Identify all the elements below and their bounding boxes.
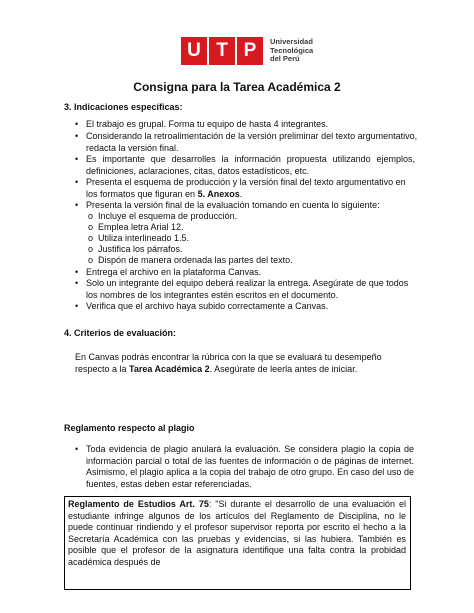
plagio-bullet-text: Toda evidencia de plagio anulará la evaluación. Se considera plagio la copia de información parcial o total de las fuentes de información o de páginas de internet. Asimismo, el plagio aplica a la copia del trabajo de otro grupo. En caso del uso de fuentes, estas deben estar referenciadas. <box>86 444 414 489</box>
list-item: Es importante que desarrolles la información propuesta utilizando ejemplos, definiciones, aclaraciones, citas, datos estadísticos, etc. <box>86 154 415 176</box>
sub-bullet-marker: o <box>88 233 94 243</box>
sub-bullet-marker: o <box>88 222 94 232</box>
sub-bullet-marker: o <box>88 255 94 265</box>
sub-list-item: Dispón de manera ordenada las partes del texto. <box>98 255 293 265</box>
logo-letter-t: T <box>209 37 235 65</box>
bullet-marker: • <box>75 177 79 187</box>
section-3-heading: 3. Indicaciones específicas: <box>64 102 183 112</box>
bullet-marker: • <box>75 278 79 288</box>
plagio-heading: Reglamento respecto al plagio <box>64 423 195 433</box>
list-item: Solo un integrante del equipo deberá realizar la entrega. Asegúrate de que todos los nombres de los integrantes estén escritos en el documento. <box>86 278 409 300</box>
bullet-marker: • <box>75 154 79 164</box>
sub-list-item: Emplea letra Arial 12. <box>98 222 184 232</box>
sub-bullet-marker: o <box>88 244 94 254</box>
list-item: Verifica que el archivo haya subido correctamente a Canvas. <box>86 301 329 311</box>
list-item: Entrega el archivo en la plataforma Canvas. <box>86 267 262 277</box>
reglamento-box <box>64 496 411 590</box>
section-4-heading: 4. Criterios de evaluación: <box>64 328 177 338</box>
list-item: Presenta la versión final de la evaluación tomando en cuenta lo siguiente: <box>86 200 380 210</box>
bullet-marker: • <box>75 200 79 210</box>
logo-letter-u: U <box>181 37 207 65</box>
list-item: Considerando la retroalimentación de la versión preliminar del texto argumentativo, redacta la versión final. <box>86 131 418 153</box>
logo-text: Universidad Tecnológica del Perú <box>270 37 314 64</box>
document-title: Consigna para la Tarea Académica 2 <box>133 80 341 94</box>
bullet-marker: • <box>75 131 79 141</box>
sub-list-item: Justifica los párrafos. <box>98 244 183 254</box>
logo-letter-p: P <box>237 37 263 65</box>
sub-list-item: Utiliza interlineado 1.5. <box>98 233 190 243</box>
bullet-marker: • <box>75 444 79 454</box>
sub-list-item: Incluye el esquema de producción. <box>98 211 238 221</box>
bullet-marker: • <box>75 267 79 277</box>
reglamento-text: Reglamento de Estudios Art. 75: "Si durante el desarrollo de una evaluación el estudiante infringe algunos de los artículos del Reglamento de Disciplina, no le puede continuar rindiendo y el profesor supervisor reporta por escrito el hecho a la Secretaría Académica con las pruebas y evidencias, si las hubiera. También es posible que el profesor de la asignatura identifique una falta contra la probidad académica después de <box>68 499 406 567</box>
utp-logo <box>181 36 313 66</box>
section-4-paragraph: En Canvas podrás encontrar la rúbrica con la que se evaluará tu desempeño respecto a la Tarea Académica 2. Asegúrate de leerla antes de iniciar. <box>75 352 382 374</box>
sub-bullet-marker: o <box>88 211 94 221</box>
bullet-marker: • <box>75 119 79 129</box>
bullet-marker: • <box>75 301 79 311</box>
list-item: Presenta el esquema de producción y la versión final del texto argumentativo en los formatos que figuran en 5. Anexos. <box>86 177 406 199</box>
list-item: El trabajo es grupal. Forma tu equipo de hasta 4 integrantes. <box>86 119 329 129</box>
